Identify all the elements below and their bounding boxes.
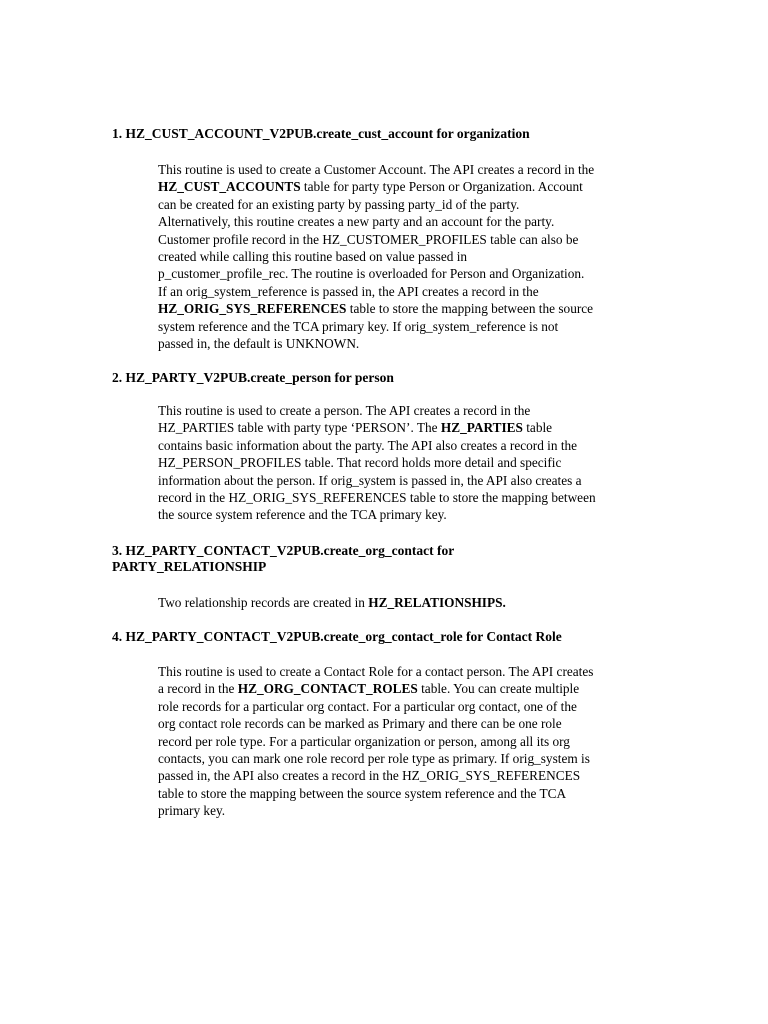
text-line: system reference and the TCA primary key. If orig_system_reference is not (158, 318, 559, 334)
text-line: contacts, you can mark one role record per role type as primary. If orig_system is (158, 751, 590, 767)
text-line: primary key. (158, 803, 226, 819)
text-line: Alternatively, this routine creates a new party and an account for the party. (158, 214, 555, 230)
text-line: contains basic information about the party. The API also creates a record in the (158, 437, 578, 453)
table-name-bold: HZ_ORIG_SYS_REFERENCES (158, 301, 347, 317)
text-line: This routine is used to create a Contact Role for a contact person. The API creates (158, 664, 594, 679)
text-line: This routine is used to create a Customer Account. The API creates a record in the (158, 162, 595, 177)
text-line: created while calling this routine based on value passed in (158, 249, 468, 265)
text-line: HZ_ORIG_SYS_REFERENCES table to store the mapping between the source (158, 301, 594, 317)
section-3-paragraph (158, 594, 678, 611)
text-line: record in the HZ_ORIG_SYS_REFERENCES table to store the mapping between (158, 490, 596, 506)
text-line: a record in the HZ_ORG_CONTACT_ROLES table. You can create multiple (158, 681, 580, 697)
table-name-bold: HZ_PARTIES (440, 420, 523, 436)
text-line: HZ_PARTIES table with party type ‘PERSON’. The HZ_PARTIES table (158, 420, 553, 436)
section-2-heading: 2. HZ_PARTY_V2PUB.create_person for person (112, 370, 394, 385)
text-line: record per role type. For a particular organization or person, among all its org (158, 733, 570, 749)
table-name-bold: HZ_CUST_ACCOUNTS (158, 179, 301, 195)
section-1-paragraph (158, 161, 678, 352)
table-name-bold: HZ_RELATIONSHIPS. (368, 595, 506, 610)
text-line: can be created for an existing party by passing party_id of the party. (158, 196, 520, 212)
section-4-heading: 4. HZ_PARTY_CONTACT_V2PUB.create_org_contact_role for Contact Role (112, 629, 562, 644)
section-3-heading: 3. HZ_PARTY_CONTACT_V2PUB.create_org_contact for (112, 543, 455, 558)
table-name-bold: HZ_ORG_CONTACT_ROLES (237, 681, 418, 697)
text-line: Customer profile record in the HZ_CUSTOMER_PROFILES table can also be (158, 231, 579, 247)
text-line: HZ_CUST_ACCOUNTS table for party type Person or Organization. Account (158, 179, 583, 195)
text-line: p_customer_profile_rec. The routine is overloaded for Person and Organization. (158, 266, 585, 282)
section-3-heading-continued: PARTY_RELATIONSHIP (112, 559, 267, 574)
text-line: HZ_PERSON_PROFILES table. That record holds more detail and specific (158, 455, 562, 471)
text-line: If an orig_system_reference is passed in, the API creates a record in the (158, 283, 539, 299)
text-line: role records for a particular org contact. For a particular org contact, one of the (158, 698, 577, 714)
section-4-paragraph (158, 663, 678, 820)
text-line: passed in, the API also creates a record in the HZ_ORIG_SYS_REFERENCES (158, 768, 581, 784)
text-line: information about the person. If orig_system is passed in, the API also creates a (158, 472, 582, 488)
text-line: table to store the mapping between the source system reference and the TCA (158, 785, 567, 801)
text-line: Two relationship records are created in HZ_RELATIONSHIPS. (158, 595, 506, 610)
section-2-paragraph (158, 402, 678, 524)
text-line: the source system reference and the TCA primary key. (158, 507, 447, 523)
section-1-heading: 1. HZ_CUST_ACCOUNT_V2PUB.create_cust_account for organization (112, 126, 530, 141)
text-line: This routine is used to create a person. The API creates a record in the (158, 403, 531, 418)
text-line: passed in, the default is UNKNOWN. (158, 336, 360, 352)
text-line: org contact role records can be marked as Primary and there can be one role (158, 716, 562, 732)
